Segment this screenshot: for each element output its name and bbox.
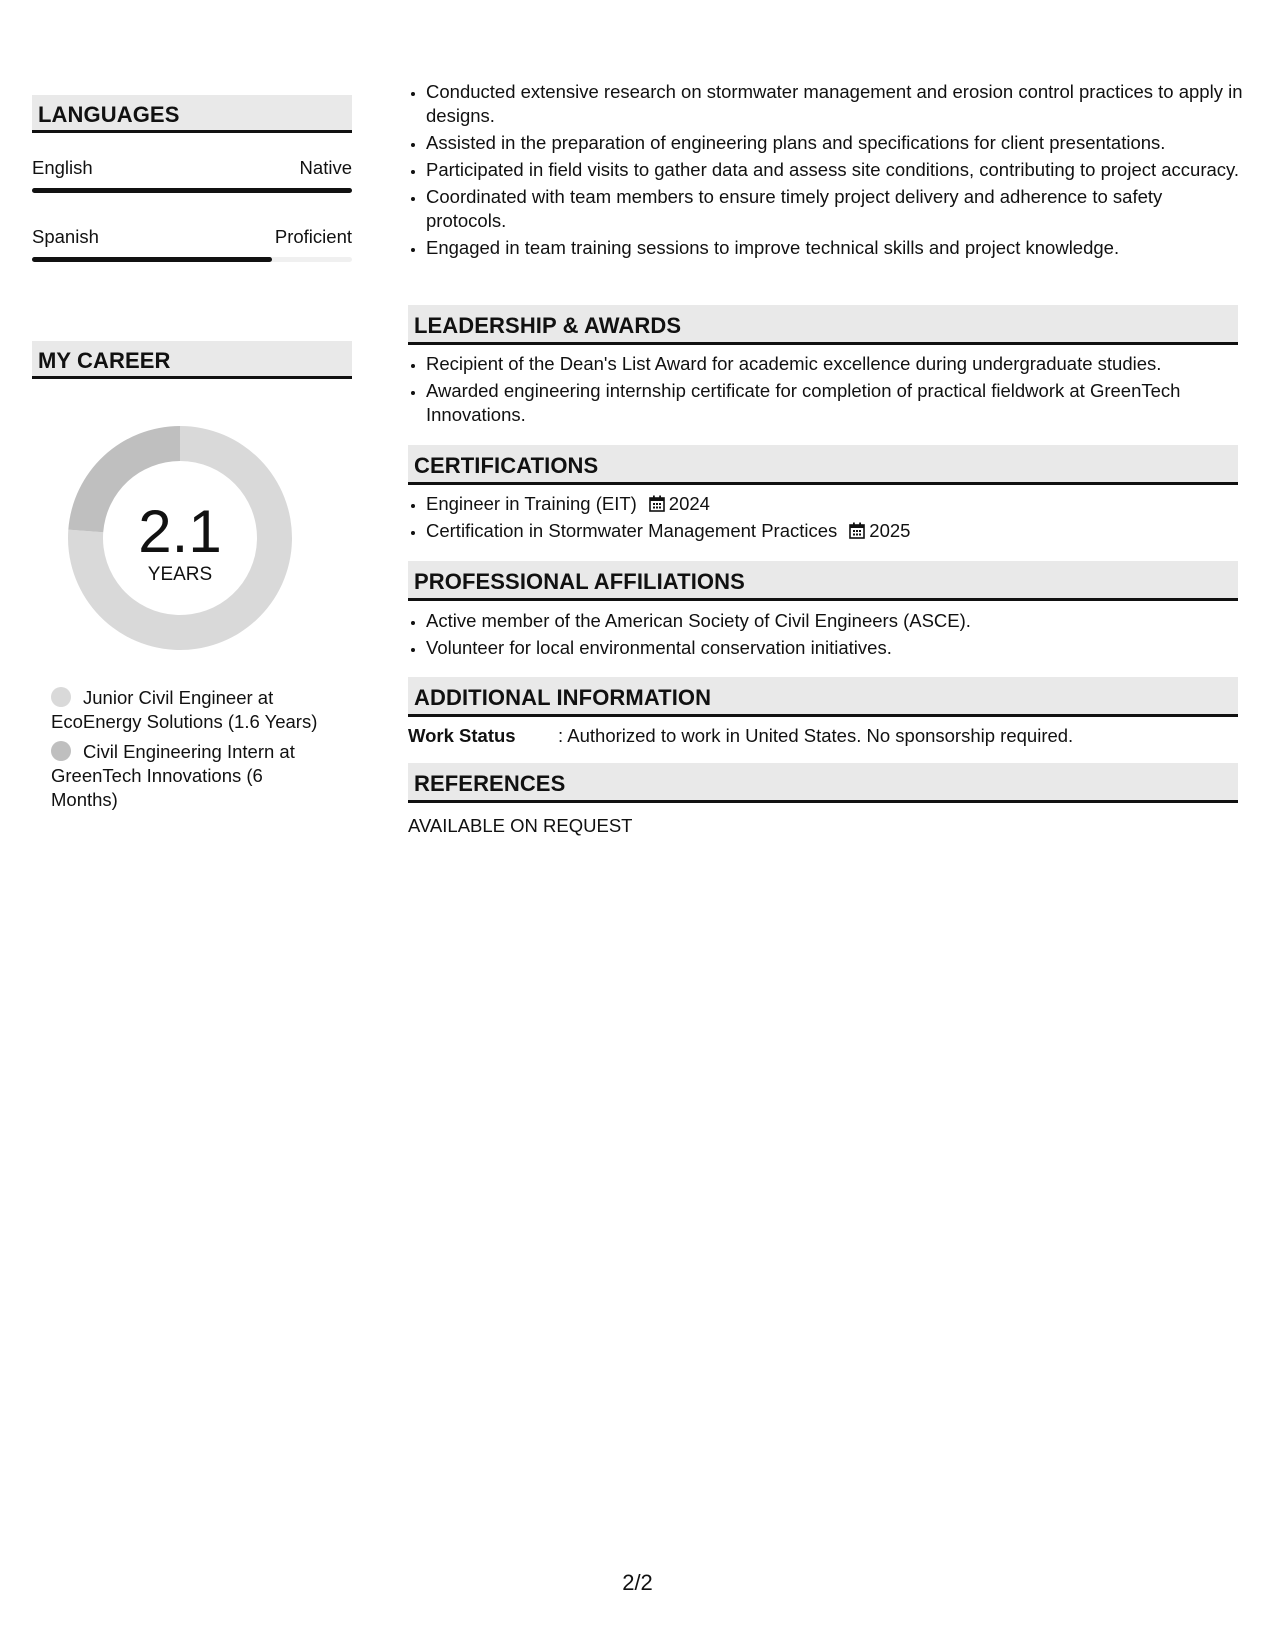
certification-name: Engineer in Training (EIT) [426,493,637,514]
career-total-years: 2.1 [138,498,222,565]
work-status-row [408,724,1238,748]
language-level: Proficient [274,226,352,247]
certification-year: 2024 [668,493,710,514]
languages-heading: LANGUAGES [32,95,352,133]
language-proficiency-bar [32,188,352,193]
work-status-label: Work Status [408,725,516,746]
career-donut-chart [66,424,294,652]
experience-bullet: • Conducted extensive research on stormwater management and erosion control practices to apply in designs. [426,80,1246,128]
language-proficiency-fill [32,257,272,262]
language-level: Native [299,157,352,178]
career-legend-label: Junior Civil Engineer at EcoEnergy Solutions (1.6 Years) [51,687,318,732]
certification-item [426,492,1246,516]
legend-dot-icon [51,687,71,707]
experience-bullet: • Engaged in team training sessions to improve technical skills and project knowledge. [426,236,1246,260]
language-name: English [32,157,93,178]
career-heading: MY CAREER [32,341,352,379]
certifications-heading: CERTIFICATIONS [408,445,1238,485]
references-heading: REFERENCES [408,763,1238,803]
leadership-heading: LEADERSHIP & AWARDS [408,305,1238,345]
leadership-item: • Recipient of the Dean's List Award for academic excellence during undergraduate studies. [426,352,1246,376]
legend-dot-icon [51,741,71,761]
experience-bullet-list [408,80,1246,263]
experience-bullet: • Coordinated with team members to ensure timely project delivery and adherence to safety protocols. [426,185,1246,233]
career-legend-item [51,686,332,734]
language-proficiency-fill [32,188,352,193]
affiliations-heading: PROFESSIONAL AFFILIATIONS [408,561,1238,601]
additional-info-heading: ADDITIONAL INFORMATION [408,677,1238,717]
work-status-value: : Authorized to work in United States. No sponsorship required. [558,725,1074,746]
career-legend-label: Civil Engineering Intern at GreenTech Innovations (6 Months) [51,741,295,810]
calendar-icon [849,522,865,539]
language-item-english [32,157,352,193]
language-item-spanish [32,226,352,262]
experience-bullet: • Assisted in the preparation of engineering plans and specifications for client presentations. [426,131,1246,155]
career-total-unit: YEARS [147,564,213,585]
calendar-icon [649,495,665,512]
certification-name: Certification in Stormwater Management Practices [426,520,838,541]
leadership-list [408,352,1246,430]
certification-year: 2025 [869,520,911,541]
certification-item [426,519,1246,543]
page-number: 2/2 [622,1570,653,1595]
affiliations-list [408,609,1246,663]
affiliation-item: • Volunteer for local environmental conservation initiatives. [426,636,1246,660]
language-proficiency-bar [32,257,352,262]
affiliation-item: • Active member of the American Society of Civil Engineers (ASCE). [426,609,1246,633]
leadership-item: • Awarded engineering internship certificate for completion of practical fieldwork at GreenTech Innovations. [426,379,1246,427]
certifications-list [408,492,1246,546]
language-name: Spanish [32,226,99,247]
references-text: AVAILABLE ON REQUEST [408,815,633,836]
experience-bullet: • Participated in field visits to gather data and assess site conditions, contributing to project accuracy. [426,158,1246,182]
career-legend-item [51,740,332,812]
career-legend [32,686,332,818]
